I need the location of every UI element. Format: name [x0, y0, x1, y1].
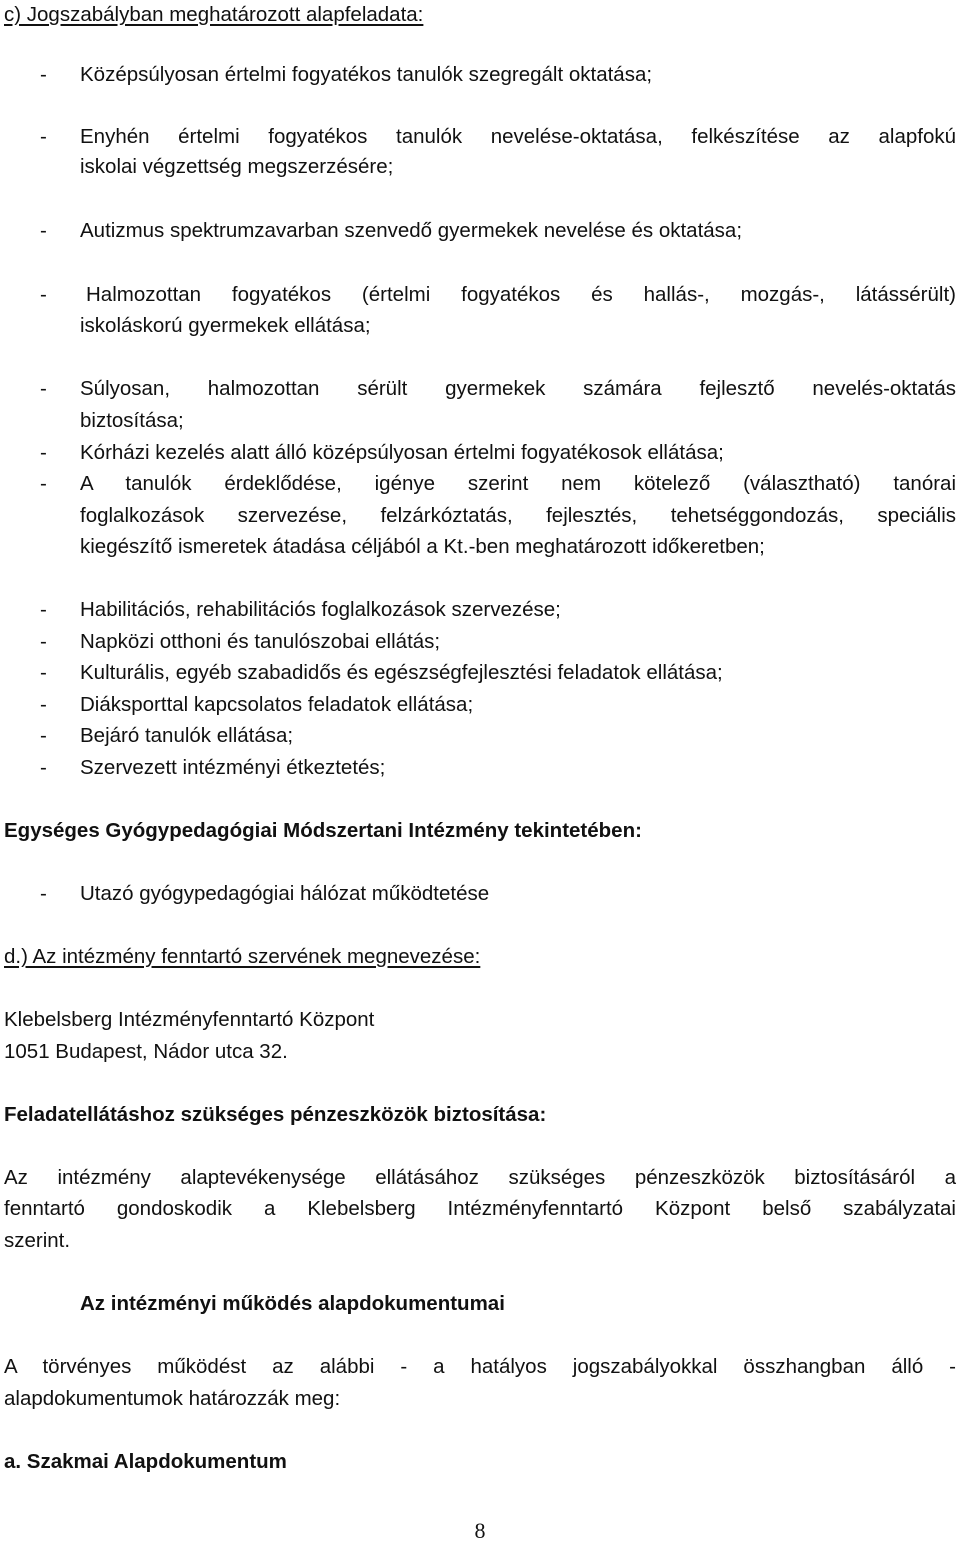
list-item-continuation: iskoláskorú gyermekek ellátása;	[80, 314, 371, 337]
paragraph-line: alapdokumentumok határozzák meg:	[4, 1387, 341, 1410]
section-d-heading: d.) Az intézmény fenntartó szervének megnevezése:	[4, 945, 481, 968]
list-item: Kórházi kezelés alatt álló középsúlyosan értelmi fogyatékosok ellátása;	[80, 441, 724, 464]
list-item: Kulturális, egyéb szabadidős és egészségfejlesztési feladatok ellátása;	[80, 661, 723, 684]
list-bullet: -	[40, 377, 47, 400]
list-item-continuation: foglalkozások szervezése, felzárkóztatás, fejlesztés, tehetséggondozás, speciális	[80, 504, 956, 527]
list-bullet: -	[40, 724, 47, 747]
paragraph-line: Az intézmény alaptevékenysége ellátásához szükséges pénzeszközök biztosításáról a	[4, 1166, 956, 1189]
paragraph-line: A törvényes működést az alábbi - a hatályos jogszabályokkal összhangban álló -	[4, 1355, 956, 1378]
funding-heading: Feladatellátáshoz szükséges pénzeszközök biztosítása:	[4, 1103, 547, 1126]
list-item: Utazó gyógypedagógiai hálózat működtetése	[80, 882, 490, 905]
list-bullet: -	[40, 219, 47, 242]
list-bullet: -	[40, 472, 47, 495]
list-item: Enyhén értelmi fogyatékos tanulók nevelése-oktatása, felkészítése az alapfokú	[80, 125, 956, 148]
list-item: Súlyosan, halmozottan sérült gyermekek számára fejlesztő nevelés-oktatás	[80, 377, 956, 400]
list-bullet: -	[40, 693, 47, 716]
maintainer-address: 1051 Budapest, Nádor utca 32.	[4, 1040, 288, 1063]
list-item: Napközi otthoni és tanulószobai ellátás;	[80, 630, 441, 653]
list-item: Középsúlyosan értelmi fogyatékos tanulók szegregált oktatása;	[80, 63, 653, 86]
list-bullet: -	[40, 630, 47, 653]
list-item-continuation: kiegészítő ismeretek átadása céljából a Kt.-ben meghatározott időkeretben;	[80, 535, 765, 558]
list-item: Bejáró tanulók ellátása;	[80, 724, 294, 747]
alapdok-heading: Az intézményi működés alapdokumentumai	[80, 1292, 505, 1315]
list-bullet: -	[40, 441, 47, 464]
list-item: Autizmus spektrumzavarban szenvedő gyermekek nevelése és oktatása;	[80, 219, 743, 242]
list-bullet: -	[40, 882, 47, 905]
maintainer-name: Klebelsberg Intézményfenntartó Központ	[4, 1008, 375, 1031]
list-item: Halmozottan fogyatékos (értelmi fogyatékos és hallás-, mozgás-, látássérült)	[86, 283, 956, 306]
paragraph-line: fenntartó gondoskodik a Klebelsberg Intézményfenntartó Központ belső szabályzatai	[4, 1197, 956, 1220]
paragraph-line: szerint.	[4, 1229, 71, 1252]
list-item: A tanulók érdeklődése, igénye szerint nem kötelező (választható) tanórai	[80, 472, 956, 495]
list-bullet: -	[40, 283, 47, 306]
page-number: 8	[474, 1518, 486, 1543]
section-c-heading: c) Jogszabályban meghatározott alapfeladata:	[4, 3, 424, 26]
list-item: Diáksporttal kapcsolatos feladatok ellátása;	[80, 693, 474, 716]
list-bullet: -	[40, 661, 47, 684]
list-bullet: -	[40, 125, 47, 148]
list-bullet: -	[40, 756, 47, 779]
list-item-continuation: biztosítása;	[80, 409, 184, 432]
list-item-continuation: iskolai végzettség megszerzésére;	[80, 155, 394, 178]
list-item: Habilitációs, rehabilitációs foglalkozások szervezése;	[80, 598, 561, 621]
list-item: Szervezett intézményi étkeztetés;	[80, 756, 386, 779]
sub-heading: a. Szakmai Alapdokumentum	[4, 1450, 287, 1473]
list-bullet: -	[40, 598, 47, 621]
egyseges-heading: Egységes Gyógypedagógiai Módszertani Intézmény tekintetében:	[4, 819, 642, 842]
list-bullet: -	[40, 63, 47, 86]
